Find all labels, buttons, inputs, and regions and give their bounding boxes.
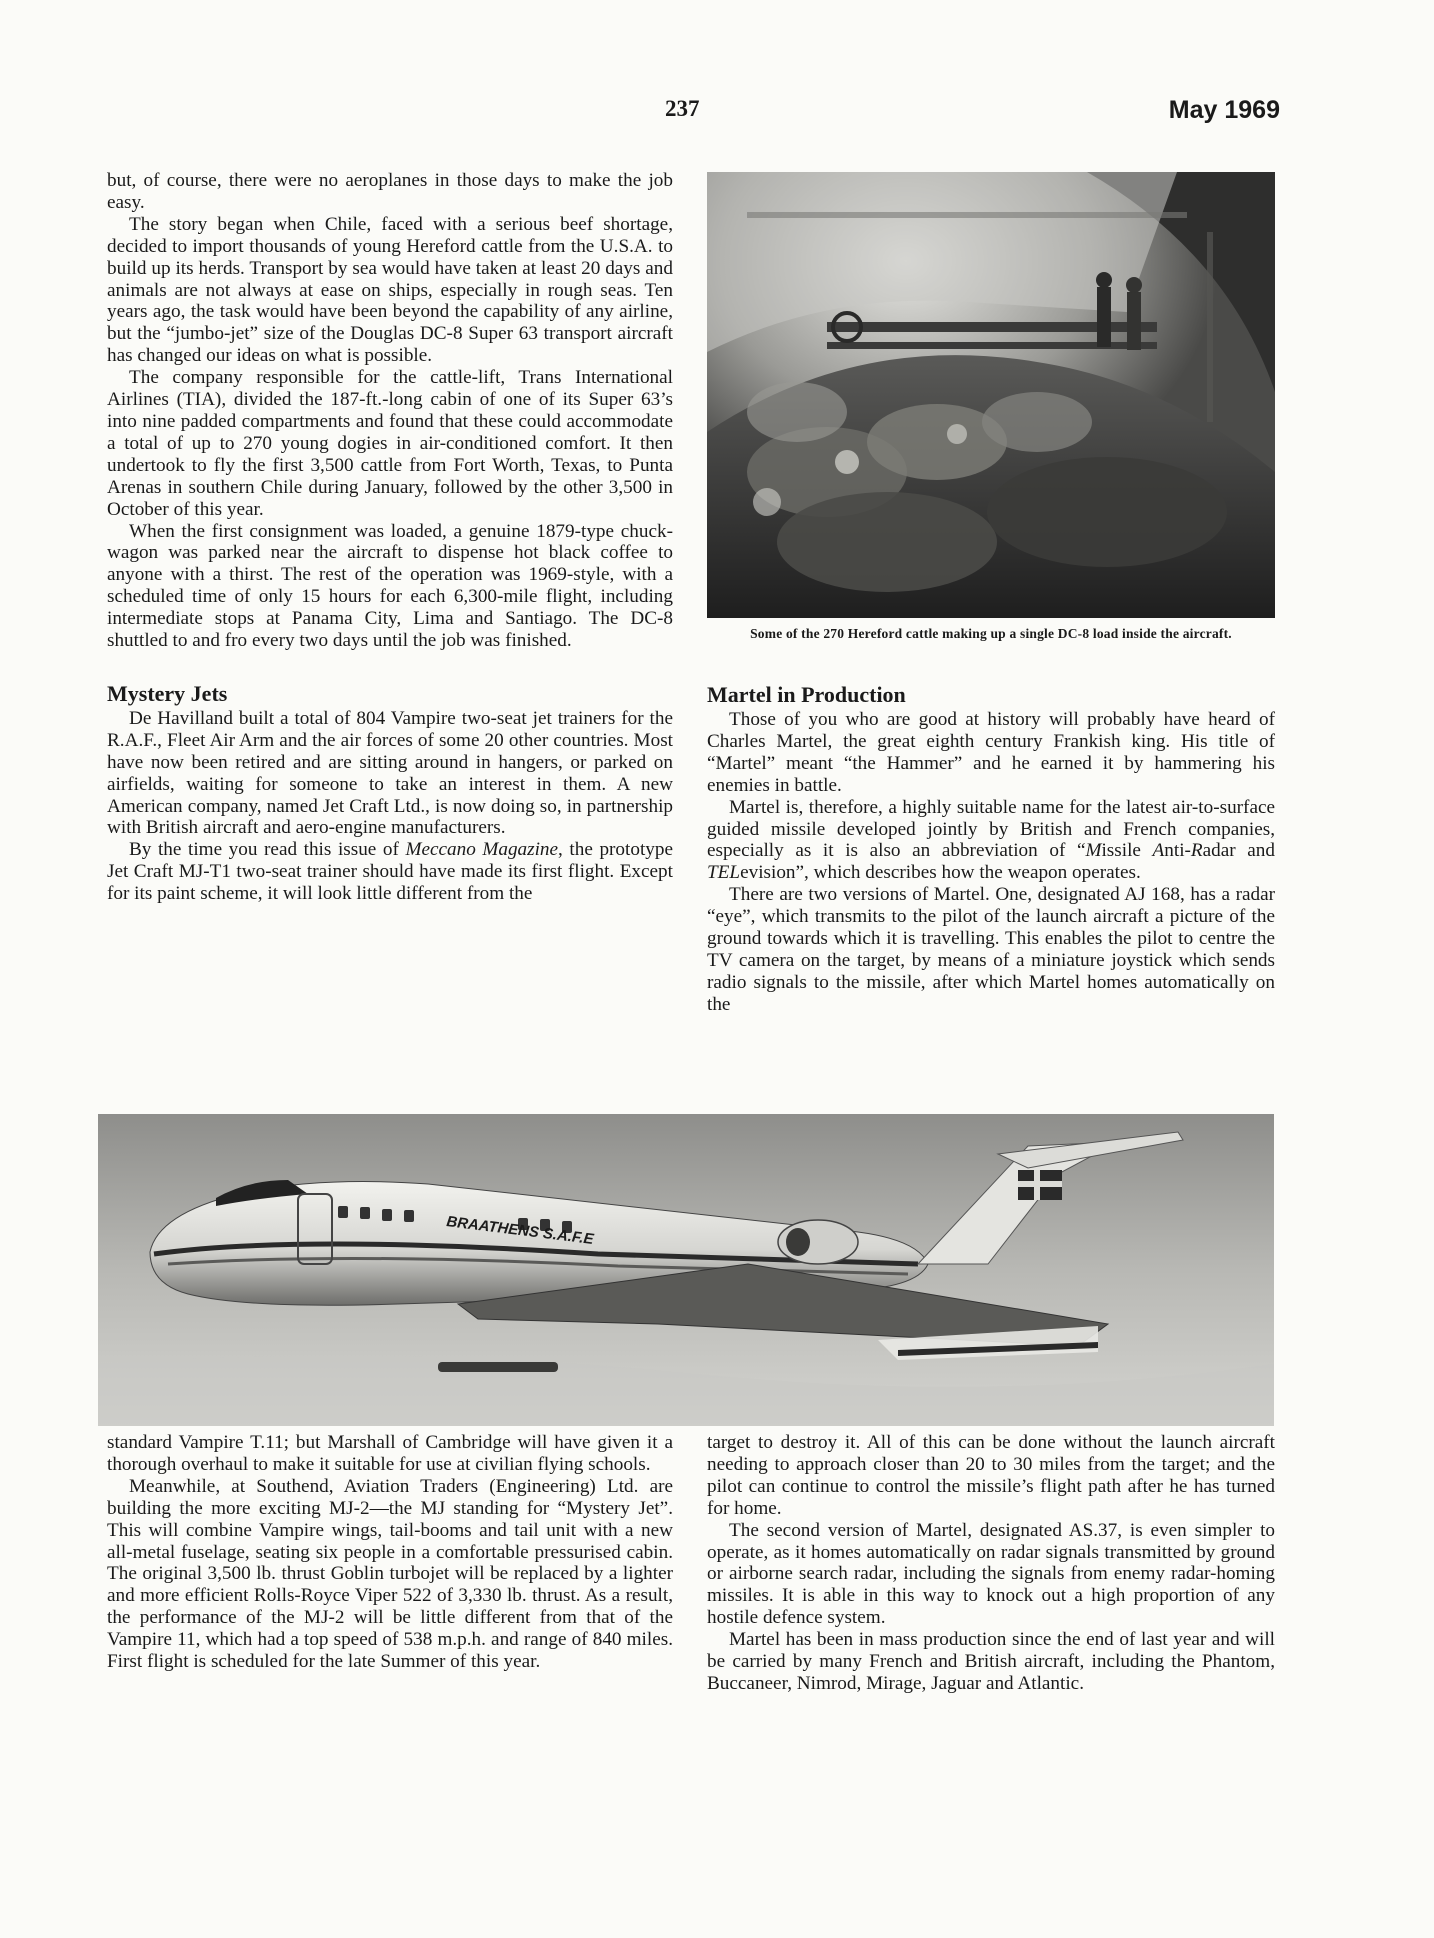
right-column-top	[707, 662, 1275, 1016]
magazine-title: Meccano Magazine	[405, 839, 559, 861]
paragraph: The company responsible for the cattle-lift, Trans International Airlines (TIA), divided the 187-ft.-long cabin of one of its Super 63’s into nine padded compartments and found that these could accommodate a total of up to 270 young dogies in air-conditioned comfort. It then undertook to fly the first 3,500 cattle from Fort Worth, Texas, to Punta Arenas in southern Chile during January, followed by the other 3,500 in October of this year.	[107, 367, 673, 520]
paragraph: Martel is, therefore, a highly suitable name for the latest air-to-surface guided missile developed jointly by British and French companies, especially as it is also an abbreviation of “Missile Anti-Radar and TELevision”, which describes how the weapon operates.	[707, 796, 1275, 884]
paragraph: Meanwhile, at Southend, Aviation Traders (Engineering) Ltd. are building the more exciting MJ-2—the MJ standing for “Mystery Jet”. This will combine Vampire wings, tail-booms and tail unit with a new all-metal fuselage, seating six people in a comfortable pressurised cabin. The original 3,500 lb. thrust Goblin turbojet will be replaced by a lighter and more efficient Rolls-Royce Viper 522 of 3,330 lb. thrust. As a result, the performance of the MJ-2 will be little different from that of the Vampire 11, which had a top speed of 538 m.p.h. and range of 840 miles. First flight is scheduled for the late Summer of this year.	[107, 1475, 673, 1673]
paragraph: There are two versions of Martel. One, designated AJ 168, has a radar “eye”, which transmits to the pilot of the launch aircraft a picture of the ground towards which it is travelling. This enables the pilot to centre the TV camera on the target, by means of a miniature joystick which sends radio signals to the missile, after which Martel homes automatically on the	[707, 884, 1275, 1015]
cattle-cabin-photo	[707, 172, 1275, 618]
cattle-cabin-image	[707, 172, 1275, 618]
jet-aircraft-image	[98, 1114, 1274, 1426]
left-column-bottom	[107, 1432, 673, 1673]
paragraph: By the time you read this issue of Meccano Magazine, the prototype Jet Craft MJ-T1 two-seat trainer should have made its first flight. Except for its paint scheme, it will look little different from the	[107, 839, 673, 905]
paragraph: Those of you who are good at history will probably have heard of Charles Martel, the great eighth century Frankish king. His title of “Martel” meant “the Hammer” and he earned it by hammering his enemies in battle.	[707, 709, 1275, 796]
left-column-top	[107, 170, 673, 905]
paragraph: standard Vampire T.11; but Marshall of Cambridge will have given it a thorough overhaul to make it suitable for use at civilian flying schools.	[107, 1432, 673, 1475]
page-number: 237	[665, 96, 700, 121]
paragraph: The story began when Chile, faced with a serious beef shortage, decided to import thousands of young Hereford cattle from the U.S.A. to build up its herds. Transport by sea would have taken at least 20 days and animals are not always at ease on ships, especially in rough seas. Ten years ago, the task would have been beyond the capability of any airline, but the “jumbo-jet” size of the Douglas DC-8 Super 63 transport aircraft has changed our ideas on what is possible.	[107, 213, 673, 367]
right-column-bottom	[707, 1432, 1275, 1695]
paragraph: but, of course, there were no aeroplanes in those days to make the job easy.	[107, 170, 673, 213]
page-date: May 1969	[1168, 96, 1280, 124]
section-heading-mystery-jets: Mystery Jets	[107, 680, 228, 706]
paragraph: Martel has been in mass production since the end of last year and will be carried by many French and British aircraft, including the Phantom, Buccaneer, Nimrod, Mirage, Jaguar and Atlantic.	[707, 1629, 1275, 1694]
cattle-photo-caption: Some of the 270 Hereford cattle making up a single DC-8 load inside the aircraft.	[750, 626, 1232, 641]
paragraph: When the first consignment was loaded, a genuine 1879-type chuck-wagon was parked near the aircraft to dispense hot black coffee to anyone with a thirst. The rest of the operation was 1969-style, with a scheduled time of only 15 hours for each 6,300-mile flight, including intermediate stops at Panama City, Lima and Santiago. The DC-8 shuttled to and fro every two days until the job was finished.	[107, 520, 673, 652]
paragraph: De Havilland built a total of 804 Vampire two-seat jet trainers for the R.A.F., Fleet Air Arm and the air forces of some 20 other countries. Most have now been retired and are sitting around in hangers, or parked on airfields, waiting for someone to take an interest in them. A new American company, named Jet Craft Ltd., is now doing so, in partnership with British aircraft and aero-engine manufacturers.	[107, 707, 673, 839]
paragraph: The second version of Martel, designated AS.37, is even simpler to operate, as it homes automatically on radar signals transmitted by ground or airborne search radar, including the signals from enemy radar-homing missiles. It is able in this way to knock out a high proportion of any hostile defence system.	[707, 1519, 1275, 1629]
jet-aircraft-photo	[98, 1114, 1274, 1426]
paragraph: target to destroy it. All of this can be done without the launch aircraft needing to approach closer than 20 to 30 miles from the target; and the pilot can continue to control the missile’s flight path after he has turned for home.	[707, 1432, 1275, 1519]
aircraft-livery-text: BRAATHENS S.A.F.E	[445, 1213, 595, 1249]
section-heading-martel: Martel in Production	[707, 682, 906, 707]
